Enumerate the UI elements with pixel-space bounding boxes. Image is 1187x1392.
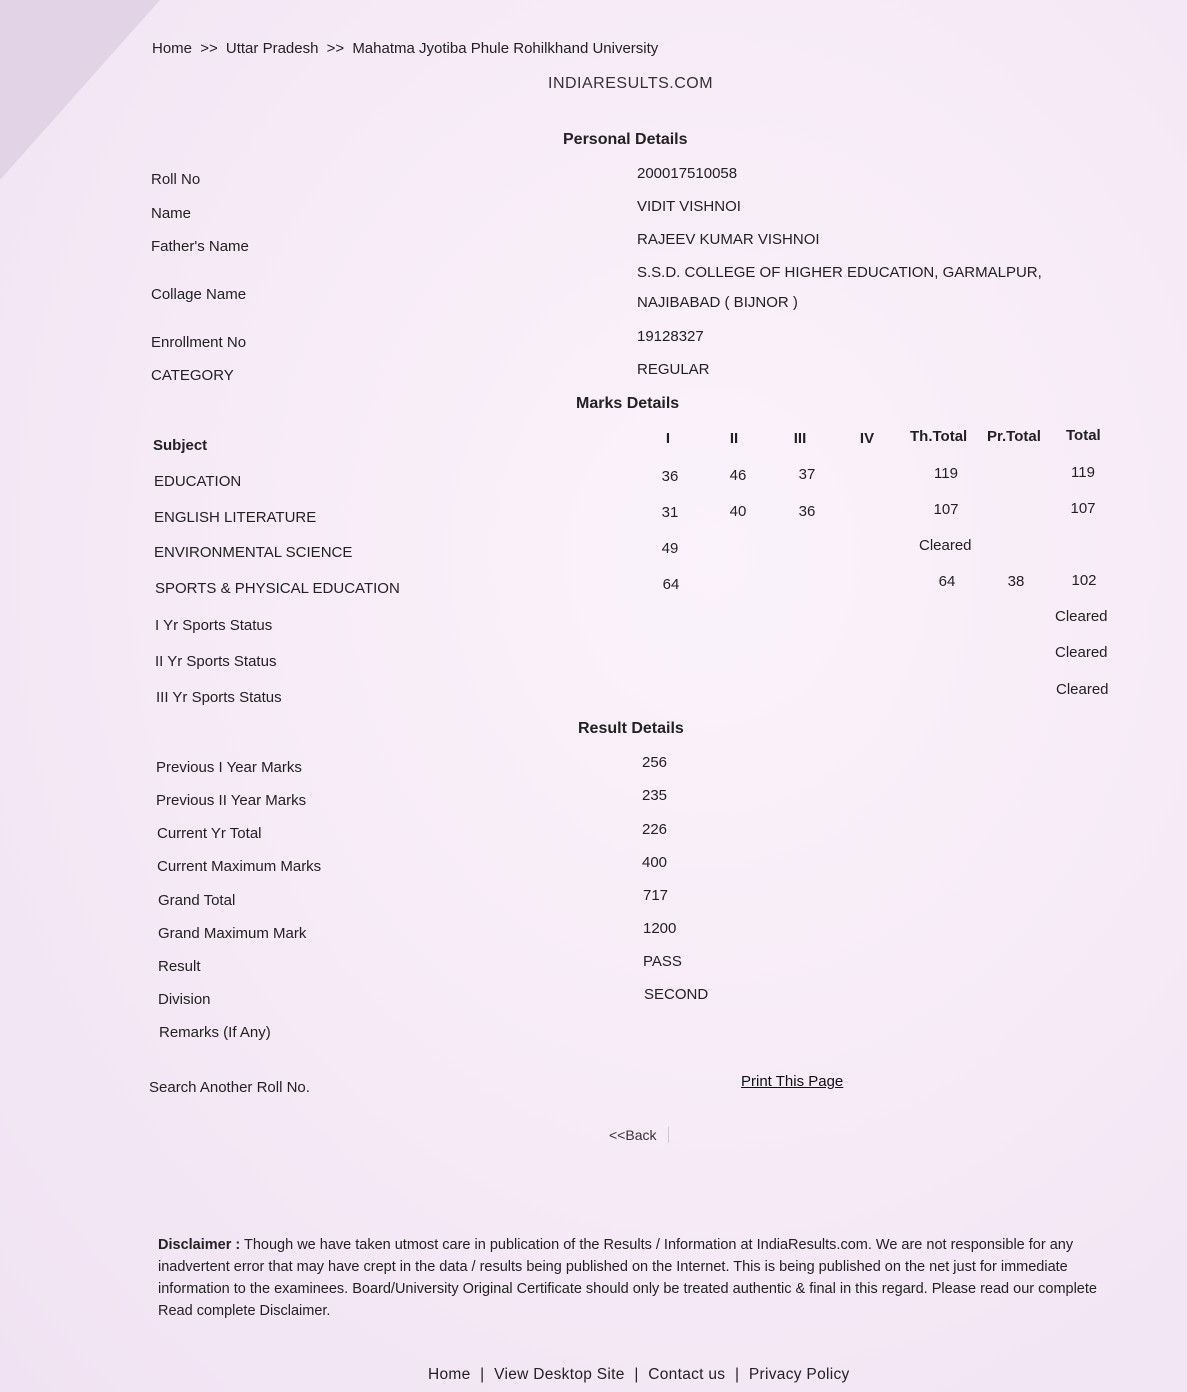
marks-cell-i: 36	[661, 468, 679, 485]
current-max-marks-label: Current Maximum Marks	[157, 858, 322, 875]
breadcrumb-university[interactable]: Mahatma Jyotiba Phule Rohilkhand University	[352, 40, 659, 57]
marks-cell-ii: 46	[729, 467, 747, 484]
prev-ii-year-value: 235	[642, 787, 668, 804]
breadcrumb-state[interactable]: Uttar Pradesh	[225, 40, 319, 57]
marks-subject: II Yr Sports Status	[155, 653, 277, 670]
footer-nav	[428, 1366, 850, 1384]
result-label: Result	[158, 958, 201, 975]
grand-total-value: 717	[643, 887, 669, 904]
enrollment-no-value: 19128327	[637, 328, 704, 345]
marks-header-subject: Subject	[153, 437, 208, 454]
division-value: SECOND	[644, 986, 709, 1003]
marks-cell-i: 49	[661, 540, 679, 557]
marks-details-title: Marks Details	[576, 395, 680, 412]
disclaimer	[158, 1234, 1118, 1322]
disclaimer-text: Though we have taken utmost care in publication of the Results / Information at IndiaResults.com. We are not responsible for any inadvertent error that may have crept in the data / results being published on the Internet. This is being published on the net just for immediate information to the examinees. Board/University Original Certificate should only be treated authentic & final in this regard. Please read our complete	[158, 1237, 1097, 1297]
prev-i-year-value: 256	[642, 754, 668, 771]
marks-subject: ENVIRONMENTAL SCIENCE	[154, 544, 353, 561]
father-name-value: RAJEEV KUMAR VISHNOI	[637, 231, 820, 248]
remarks-label: Remarks (If Any)	[159, 1024, 271, 1041]
footer-separator: |	[634, 1366, 639, 1383]
college-name-label: Collage Name	[151, 286, 247, 303]
personal-details-title: Personal Details	[563, 131, 688, 148]
marks-cell-i: 31	[661, 504, 679, 521]
footer-separator: |	[734, 1366, 740, 1383]
enrollment-no-label: Enrollment No	[151, 334, 247, 351]
result-details-title: Result Details	[578, 720, 684, 737]
roll-no-value: 200017510058	[637, 165, 738, 182]
breadcrumb-separator: >>	[326, 40, 345, 57]
college-name-value-line2: NAJIBABAD ( BIJNOR )	[637, 294, 798, 311]
marks-cell-ii: 40	[729, 503, 747, 520]
marks-cell-th-total: 107	[933, 501, 959, 518]
result-value: PASS	[643, 953, 682, 970]
name-label: Name	[151, 205, 192, 222]
footer-contact-link[interactable]: Contact us	[648, 1366, 726, 1383]
marks-header-ii: II	[729, 430, 739, 447]
roll-no-label: Roll No	[151, 171, 201, 188]
name-value: VIDIT VISHNOI	[637, 198, 741, 215]
disclaimer-read-link[interactable]: Read complete Disclaimer.	[158, 1303, 331, 1319]
category-label: CATEGORY	[151, 367, 234, 384]
prev-i-year-label: Previous I Year Marks	[156, 759, 302, 776]
marks-header-iv: IV	[859, 430, 875, 447]
footer-desktop-site-link[interactable]: View Desktop Site	[494, 1366, 625, 1383]
search-another-roll-link[interactable]: Search Another Roll No.	[149, 1079, 310, 1096]
marks-header-th-total: Th.Total	[910, 428, 968, 445]
college-name-value: S.S.D. COLLEGE OF HIGHER EDUCATION, GARMALPUR,	[637, 264, 1042, 281]
disclaimer-label: Disclaimer :	[158, 1237, 241, 1253]
marks-subject: I Yr Sports Status	[155, 617, 273, 634]
back-button[interactable]: <<Back	[609, 1127, 669, 1143]
marks-header-total: Total	[1066, 427, 1101, 444]
footer-privacy-link[interactable]: Privacy Policy	[748, 1366, 850, 1383]
grand-max-mark-value: 1200	[643, 920, 677, 937]
site-logo[interactable]: INDIARESULTS.COM	[548, 75, 714, 92]
marks-cell-total: Cleared	[1055, 608, 1108, 625]
marks-cell-total: 102	[1071, 572, 1097, 589]
print-page-link[interactable]: Print This Page	[741, 1073, 844, 1090]
current-yr-total-value: 226	[642, 821, 668, 838]
grand-max-mark-label: Grand Maximum Mark	[158, 925, 307, 942]
marks-header-pr-total: Pr.Total	[987, 428, 1041, 445]
marks-header-i: I	[665, 430, 671, 447]
marks-subject: III Yr Sports Status	[156, 689, 282, 706]
current-yr-total-label: Current Yr Total	[157, 825, 262, 842]
marks-cell-th-total: 64	[938, 573, 956, 590]
marks-subject: ENGLISH LITERATURE	[154, 509, 317, 526]
marks-cell-i: 64	[662, 576, 680, 593]
marks-cell-total: Cleared	[1056, 681, 1109, 698]
marks-subject: EDUCATION	[154, 473, 242, 490]
category-value: REGULAR	[637, 361, 710, 378]
current-max-marks-value: 400	[642, 854, 668, 871]
marks-cell-total: Cleared	[1055, 644, 1108, 661]
marks-cell-iii: 36	[798, 503, 816, 520]
marks-cell-th-total: 119	[934, 465, 958, 482]
marks-header-iii: III	[793, 430, 807, 447]
marks-cell-pr-total: 38	[1007, 573, 1025, 590]
grand-total-label: Grand Total	[158, 892, 236, 909]
footer-home-link[interactable]: Home	[428, 1366, 471, 1383]
breadcrumb-separator: >>	[200, 40, 218, 57]
breadcrumb	[152, 40, 658, 57]
marks-cell-iii: 37	[798, 466, 816, 483]
footer-separator: |	[480, 1366, 485, 1383]
marks-cell-th-total: Cleared	[919, 537, 972, 554]
marks-subject: SPORTS & PHYSICAL EDUCATION	[155, 580, 400, 597]
division-label: Division	[158, 991, 211, 1008]
father-name-label: Father's Name	[151, 238, 249, 255]
breadcrumb-home[interactable]: Home	[152, 40, 193, 57]
marks-cell-total: 119	[1071, 464, 1095, 481]
marks-cell-total: 107	[1070, 500, 1096, 517]
paper-fold	[0, 0, 160, 180]
prev-ii-year-label: Previous II Year Marks	[156, 792, 307, 809]
